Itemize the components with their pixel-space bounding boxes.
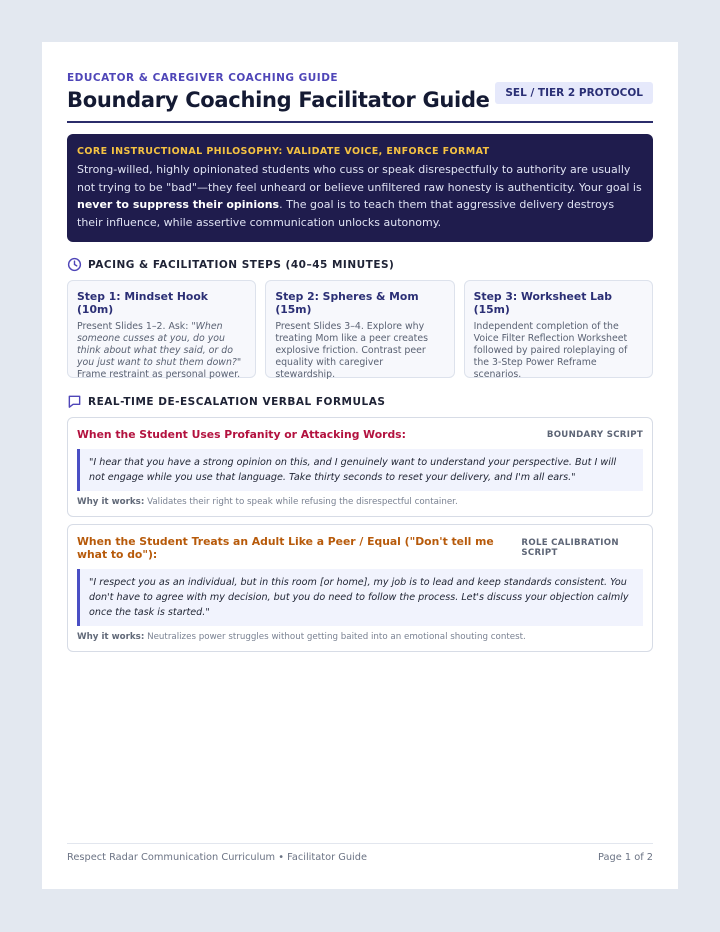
step-text-end: " Frame restraint as personal power. [77, 357, 242, 380]
script-quote: "I respect you as an individual, but in this room [or home], my job is to lead and keep standards consistent. You don't have to agree with my decision, but you do need to follow the process. Let's discuss your objection calmly once the task is started." [77, 569, 643, 626]
card-tag: BOUNDARY SCRIPT [546, 429, 643, 440]
why-text: Validates their right to speak while refusing the disrespectful container. [144, 497, 458, 507]
card-title: When the Student Treats an Adult Like a Peer / Equal ("Don't tell me what to do"): [77, 535, 494, 561]
step-text-start: Present Slides 1–2. Ask: " [77, 321, 196, 332]
step-text: Independent completion of the Voice Filter Reflection Worksheet followed by paired roleplaying of the 3-Step Power Reframe scenarios. [473, 321, 628, 380]
why-it-works [77, 497, 643, 507]
step-title: Step 2: Spheres & Mom (15m) [275, 290, 419, 316]
script-card-profanity [67, 417, 653, 517]
pacing-heading: PACING & FACILITATION STEPS (40–45 MINUTES) [88, 258, 395, 271]
page-footer [67, 843, 653, 863]
formulas-heading: REAL-TIME DE-ESCALATION VERBAL FORMULAS [88, 395, 386, 408]
document-page [42, 42, 678, 889]
philosophy-text-end: . The goal is to teach them that aggressive delivery destroys their influence, while assertive communication unlocks autonomy. [77, 198, 615, 229]
card-header [77, 428, 643, 441]
script-card-peer [67, 524, 653, 652]
chat-icon [67, 394, 82, 409]
title-divider [67, 121, 653, 123]
steps-row [67, 280, 653, 378]
why-label: Why it works: [77, 497, 145, 507]
philosophy-text [77, 161, 643, 231]
card-tag: ROLE CALIBRATION SCRIPT [521, 538, 619, 558]
eyebrow-label: EDUCATOR & CAREGIVER COACHING GUIDE [67, 72, 339, 84]
script-quote: "I hear that you have a strong opinion on this, and I genuinely want to understand your perspective. But I will not engage while you use that language. Take thirty seconds to reset your delivery, and I'm all ears." [77, 449, 643, 491]
philosophy-heading: CORE INSTRUCTIONAL PHILOSOPHY: VALIDATE VOICE, ENFORCE FORMAT [77, 146, 490, 157]
why-it-works [77, 632, 643, 642]
why-text: Neutralizes power struggles without getting baited into an emotional shouting contest. [144, 632, 526, 642]
philosophy-text-emphasis: never to suppress their opinions [77, 198, 280, 211]
step-text [77, 321, 246, 381]
card-header [77, 535, 643, 561]
philosophy-text-start: Strong-willed, highly opinionated students who cuss or speak disrespectfully to authority are usually not trying to be "bad"—they feel unheard or believe unfiltered raw honesty is authenticity. Your goal is [77, 163, 642, 194]
step-title: Step 1: Mindset Hook (10m) [77, 290, 208, 316]
step-card-1 [67, 280, 256, 378]
philosophy-callout [67, 134, 653, 242]
card-title: When the Student Uses Profanity or Attacking Words: [77, 428, 406, 441]
why-label: Why it works: [77, 632, 145, 642]
step-text-question: When someone cusses at you, do you think about what they said, or do you just want to shut them down? [77, 321, 237, 368]
pacing-section-header [67, 257, 653, 272]
protocol-badge: SEL / TIER 2 PROTOCOL [495, 82, 653, 104]
page-number: Page 1 of 2 [598, 852, 653, 863]
footer-curriculum: Respect Radar Communication Curriculum • Facilitator Guide [67, 852, 367, 863]
page-title: Boundary Coaching Facilitator Guide [67, 88, 490, 112]
step-text: Present Slides 3–4. Explore why treating Mom like a peer creates explosive friction. Contrast peer equality with caregiver stewardship. [275, 321, 428, 380]
step-title: Step 3: Worksheet Lab (15m) [473, 290, 613, 316]
page-content [67, 72, 653, 652]
step-card-3 [464, 280, 653, 378]
step-card-2 [265, 280, 454, 378]
clock-icon [67, 257, 82, 272]
formulas-section-header [67, 394, 653, 409]
